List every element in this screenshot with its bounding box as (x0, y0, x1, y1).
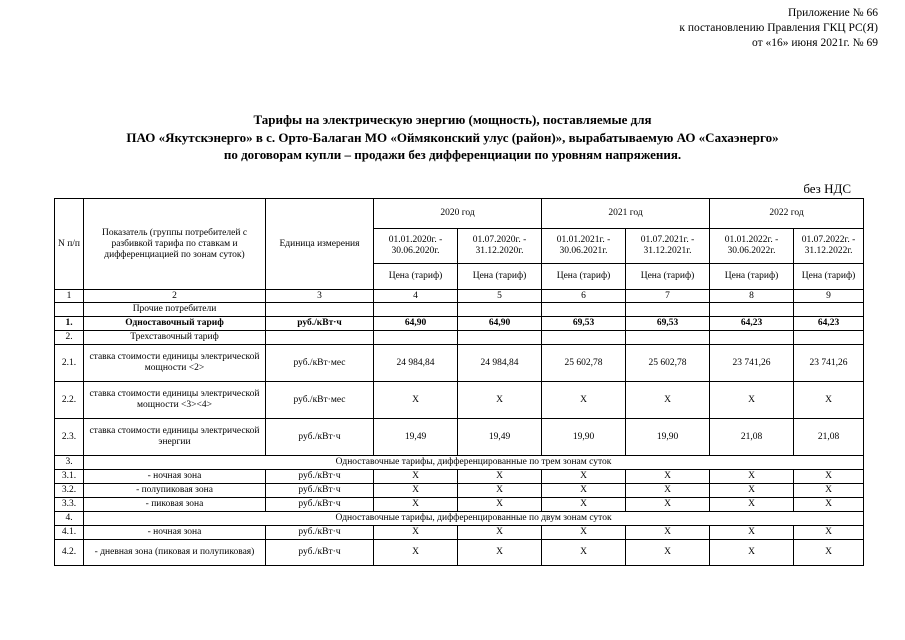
price-cell: X (542, 540, 626, 566)
row-number: 2.2. (55, 382, 84, 419)
price-cell: X (458, 470, 542, 484)
row-number: 2. (55, 331, 84, 345)
row-label: Одноставочные тарифы, дифференцированные по двум зонам суток (84, 512, 864, 526)
row-unit: руб./кВт·мес (266, 382, 374, 419)
price-cell: X (542, 382, 626, 419)
row-label: Прочие потребители (84, 303, 266, 317)
table-row (55, 484, 864, 498)
price-cell: X (542, 498, 626, 512)
appendix-line: к постановлению Правления ГКЦ РС(Я) (679, 22, 878, 34)
header-period: 01.07.2020г. - 31.12.2020г. (458, 229, 542, 264)
header-num: N п/п (55, 199, 84, 290)
row-unit: руб./кВт·ч (266, 317, 374, 331)
price-cell: X (710, 484, 794, 498)
price-cell: 24 984,84 (374, 345, 458, 382)
price-cell: 19,90 (626, 419, 710, 456)
header-price: Цена (тариф) (626, 264, 710, 290)
price-cell: X (794, 498, 864, 512)
header-price: Цена (тариф) (374, 264, 458, 290)
empty-cell (266, 331, 374, 345)
price-cell: X (794, 382, 864, 419)
price-cell: X (542, 484, 626, 498)
table-row (55, 382, 864, 419)
price-cell: X (374, 470, 458, 484)
price-cell: 21,08 (794, 419, 864, 456)
header-period: 01.01.2021г. - 30.06.2021г. (542, 229, 626, 264)
row-unit: руб./кВт·ч (266, 419, 374, 456)
column-index: 8 (710, 290, 794, 303)
empty-cell (542, 331, 626, 345)
price-cell: 69,53 (542, 317, 626, 331)
row-label: ставка стоимости единицы электрической энергии (84, 419, 266, 456)
header-year: 2020 год (374, 199, 542, 229)
empty-cell (266, 303, 374, 317)
empty-cell (458, 331, 542, 345)
table-row (55, 540, 864, 566)
price-cell: X (458, 498, 542, 512)
price-cell: X (710, 540, 794, 566)
row-label: - ночная зона (84, 470, 266, 484)
table-row (55, 331, 864, 345)
header-year: 2022 год (710, 199, 864, 229)
row-label: - ночная зона (84, 526, 266, 540)
header-price: Цена (тариф) (458, 264, 542, 290)
price-cell: 25 602,78 (542, 345, 626, 382)
column-index: 3 (266, 290, 374, 303)
price-cell: 64,90 (374, 317, 458, 331)
empty-cell (374, 303, 458, 317)
header-period: 01.01.2022г. - 30.06.2022г. (710, 229, 794, 264)
header-price: Цена (тариф) (542, 264, 626, 290)
row-number: 1. (55, 317, 84, 331)
row-number (55, 303, 84, 317)
row-unit: руб./кВт·ч (266, 540, 374, 566)
row-label: ставка стоимости единицы электрической мощности <2> (84, 345, 266, 382)
price-cell: 24 984,84 (458, 345, 542, 382)
row-number: 2.1. (55, 345, 84, 382)
empty-cell (542, 303, 626, 317)
price-cell: 21,08 (710, 419, 794, 456)
column-index: 1 (55, 290, 84, 303)
price-cell: X (710, 526, 794, 540)
price-cell: X (374, 484, 458, 498)
row-unit: руб./кВт·мес (266, 345, 374, 382)
row-unit: руб./кВт·ч (266, 498, 374, 512)
header-indicator: Показатель (группы потребителей с разбивкой тарифа по ставкам и дифференциацией по зонам суток) (84, 199, 266, 290)
price-cell: 19,90 (542, 419, 626, 456)
column-index: 2 (84, 290, 266, 303)
empty-cell (626, 331, 710, 345)
price-cell: X (710, 382, 794, 419)
table-row (55, 498, 864, 512)
tariff-table (54, 198, 864, 566)
price-cell: X (458, 382, 542, 419)
price-cell: X (374, 382, 458, 419)
price-cell: 64,90 (458, 317, 542, 331)
header-price: Цена (тариф) (794, 264, 864, 290)
price-cell: X (626, 470, 710, 484)
row-number: 3.3. (55, 498, 84, 512)
header-period: 01.07.2022г. - 31.12.2022г. (794, 229, 864, 264)
appendix-header (679, 6, 878, 51)
price-cell: X (458, 540, 542, 566)
row-number: 2.3. (55, 419, 84, 456)
header-period: 01.07.2021г. - 31.12.2021г. (626, 229, 710, 264)
price-cell: X (626, 484, 710, 498)
price-cell: 64,23 (710, 317, 794, 331)
row-unit: руб./кВт·ч (266, 526, 374, 540)
price-cell: 23 741,26 (794, 345, 864, 382)
appendix-line: Приложение № 66 (788, 7, 878, 19)
table-row (55, 317, 864, 331)
empty-cell (626, 303, 710, 317)
price-cell: X (794, 526, 864, 540)
table-row (55, 419, 864, 456)
price-cell: X (542, 526, 626, 540)
price-cell: X (458, 484, 542, 498)
price-cell: X (542, 470, 626, 484)
column-index: 5 (458, 290, 542, 303)
price-cell: X (626, 526, 710, 540)
row-number: 3.1. (55, 470, 84, 484)
price-cell: 23 741,26 (710, 345, 794, 382)
table-row (55, 512, 864, 526)
row-label: Одноставочные тарифы, дифференцированные по трем зонам суток (84, 456, 864, 470)
row-unit: руб./кВт·ч (266, 484, 374, 498)
column-index: 9 (794, 290, 864, 303)
row-number: 3.2. (55, 484, 84, 498)
table-row (55, 303, 864, 317)
row-label: Одноставочный тариф (84, 317, 266, 331)
table-row (55, 456, 864, 470)
price-cell: X (794, 484, 864, 498)
column-index: 6 (542, 290, 626, 303)
row-unit: руб./кВт·ч (266, 470, 374, 484)
row-number: 4.1. (55, 526, 84, 540)
row-number: 4. (55, 512, 84, 526)
vat-note: без НДС (803, 181, 851, 196)
price-cell: X (374, 498, 458, 512)
price-cell: X (794, 540, 864, 566)
empty-cell (374, 331, 458, 345)
document-title (0, 111, 905, 164)
empty-cell (710, 303, 794, 317)
price-cell: 69,53 (626, 317, 710, 331)
header-price: Цена (тариф) (710, 264, 794, 290)
price-cell: X (626, 540, 710, 566)
price-cell: 64,23 (794, 317, 864, 331)
row-label: - пиковая зона (84, 498, 266, 512)
price-cell: 19,49 (374, 419, 458, 456)
row-number: 4.2. (55, 540, 84, 566)
appendix-line: от «16» июня 2021г. № 69 (752, 37, 878, 49)
price-cell: X (374, 540, 458, 566)
price-cell: X (626, 498, 710, 512)
column-index: 7 (626, 290, 710, 303)
price-cell: X (626, 382, 710, 419)
price-cell: X (374, 526, 458, 540)
header-unit: Единица измерения (266, 199, 374, 290)
header-year: 2021 год (542, 199, 710, 229)
header-period: 01.01.2020г. - 30.06.2020г. (374, 229, 458, 264)
empty-cell (710, 331, 794, 345)
row-label: - полупиковая зона (84, 484, 266, 498)
title-line: Тарифы на электрическую энергию (мощность), поставляемые для (253, 112, 652, 127)
price-cell: X (458, 526, 542, 540)
row-label: - дневная зона (пиковая и полупиковая) (84, 540, 266, 566)
column-index: 4 (374, 290, 458, 303)
title-line: по договорам купли – продажи без дифференциации по уровням напряжения. (223, 147, 682, 162)
row-label: ставка стоимости единицы электрической мощности <3><4> (84, 382, 266, 419)
price-cell: X (710, 470, 794, 484)
empty-cell (794, 303, 864, 317)
price-cell: X (794, 470, 864, 484)
price-cell: 19,49 (458, 419, 542, 456)
title-line: ПАО «Якутскэнерго» в с. Орто-Балаган МО «Оймяконский улус (район)», вырабатываемую АО «Сахаэнерго» (126, 129, 779, 145)
table-row (55, 526, 864, 540)
table-row (55, 345, 864, 382)
row-number: 3. (55, 456, 84, 470)
price-cell: 25 602,78 (626, 345, 710, 382)
empty-cell (458, 303, 542, 317)
empty-cell (794, 331, 864, 345)
table-row (55, 470, 864, 484)
price-cell: X (710, 498, 794, 512)
row-label: Трехставочный тариф (84, 331, 266, 345)
